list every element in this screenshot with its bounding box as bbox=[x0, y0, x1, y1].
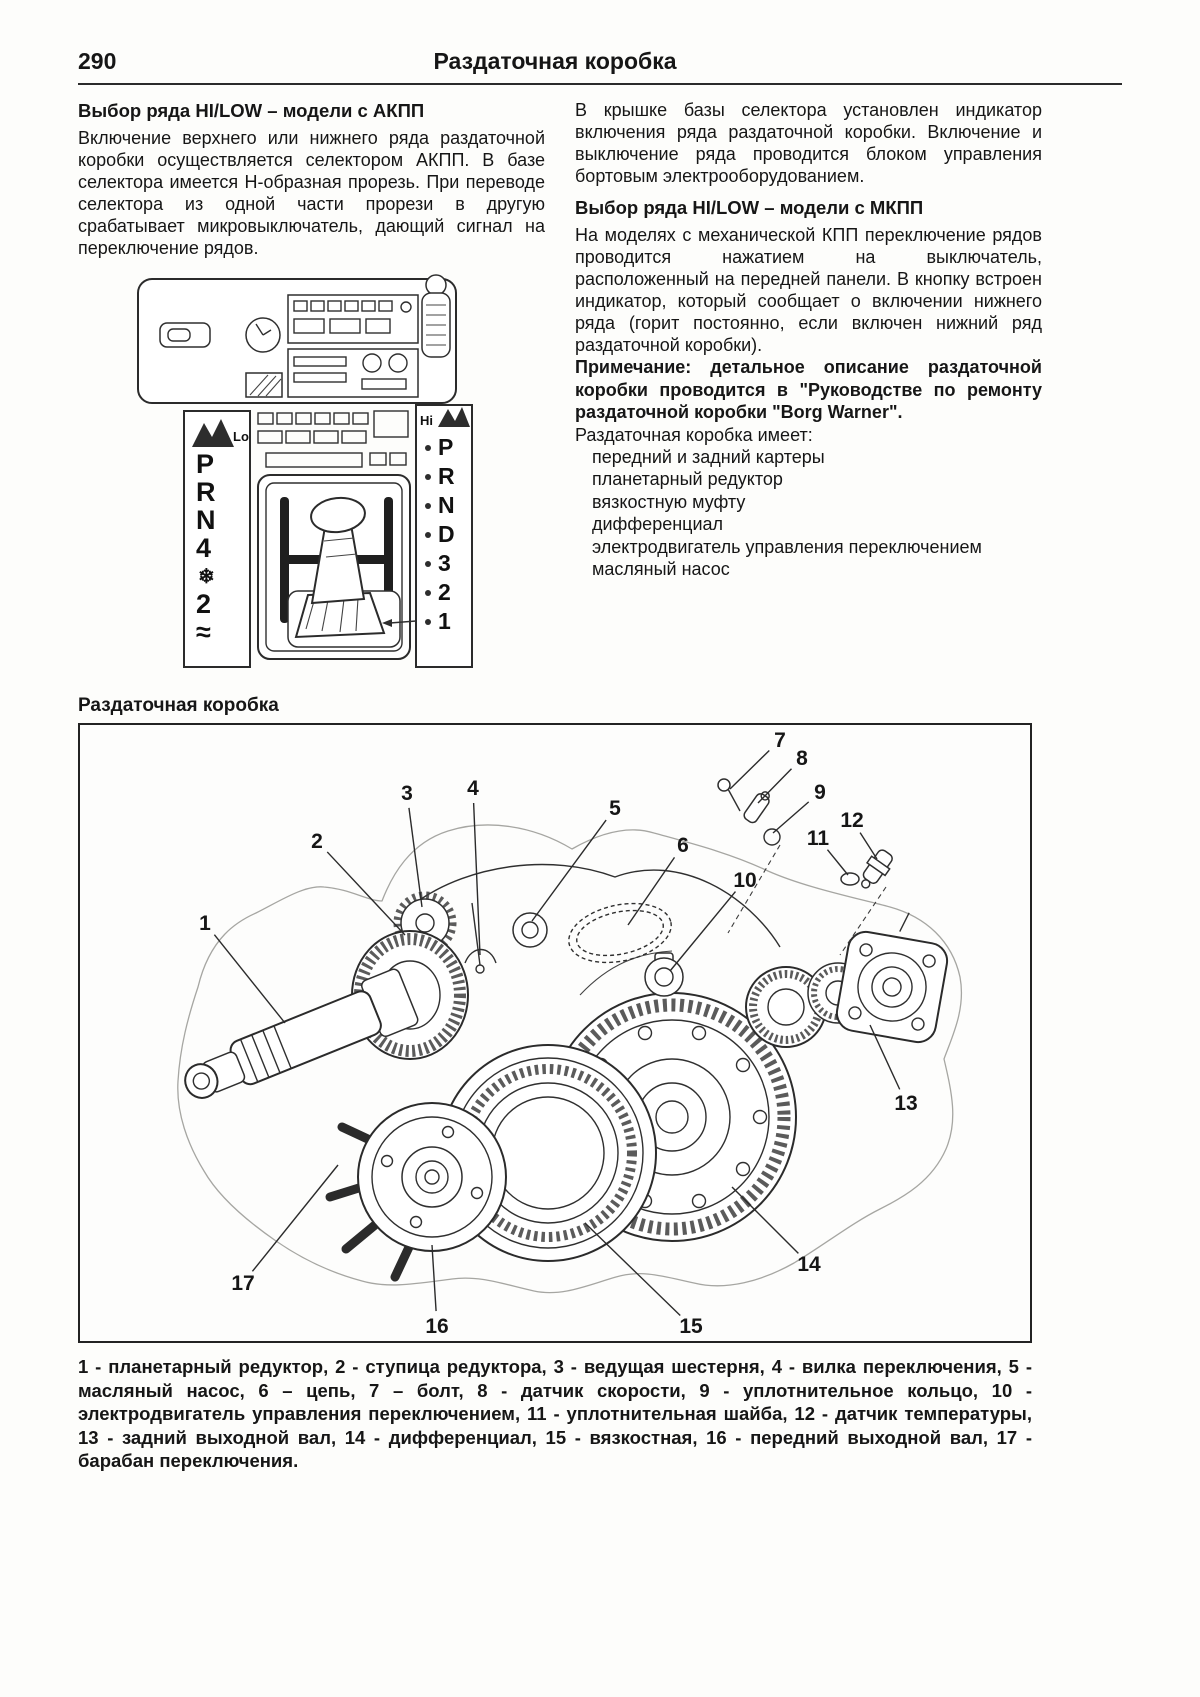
figure-heading: Раздаточная коробка bbox=[78, 695, 279, 716]
oil-pump bbox=[513, 913, 547, 947]
snowflake-icon: ❄ bbox=[198, 566, 215, 588]
list-item: вязкостную муфту bbox=[592, 491, 746, 512]
section-heading-mkpp: Выбор ряда HI/LOW – модели с МКПП bbox=[575, 197, 924, 218]
air-vent-icon bbox=[422, 275, 450, 357]
mkpp-paragraph: На моделях с механической КПП переключение рядов проводится нажатием на выключатель, расположенный на передней панели. В кнопку встроен индикатор, который сообщает о включении нижнего ряда (горит постоянно, если включен нижний ряд раздаточной коробки). bbox=[575, 225, 1042, 355]
dashboard-panel bbox=[138, 275, 456, 403]
hi-label: Hi bbox=[420, 413, 433, 428]
akpp-paragraph: Включение верхнего или нижнего ряда раздаточной коробки осуществляется селектором АКПП. В базе селектора имеется Н-образная прорезь. При переводе селектора из одной части прорези в другую срабатывает микровыключатель, дающий сигнал на переключение рядов. bbox=[78, 128, 545, 258]
gear-letter: R bbox=[196, 477, 216, 507]
page-header bbox=[78, 48, 1122, 85]
callout-number-12: 12 bbox=[840, 809, 864, 832]
callout-number-4: 4 bbox=[467, 777, 479, 800]
callout-number-3: 3 bbox=[401, 782, 413, 805]
callout-number-17: 17 bbox=[231, 1272, 255, 1295]
terrain-mode-icon: ≈ bbox=[196, 617, 211, 647]
components-list-intro: Раздаточная коробка имеет: bbox=[575, 424, 813, 445]
gear-letter: P bbox=[196, 449, 215, 479]
callout-number-16: 16 bbox=[425, 1315, 449, 1338]
callout-number-5: 5 bbox=[609, 797, 621, 820]
climate-panel bbox=[288, 349, 418, 397]
bolt bbox=[718, 779, 740, 811]
callout-number-15: 15 bbox=[679, 1315, 703, 1338]
transfer-case-components-list bbox=[575, 446, 1042, 581]
callout-number-11: 11 bbox=[806, 827, 830, 850]
callout-number-14: 14 bbox=[797, 1253, 821, 1276]
high-range-panel bbox=[416, 405, 472, 667]
page-number: 290 bbox=[78, 48, 117, 74]
list-item: передний и задний картеры bbox=[592, 446, 825, 467]
temperature-sensor bbox=[854, 846, 896, 893]
center-console bbox=[258, 411, 416, 659]
callout-number-6: 6 bbox=[677, 834, 689, 857]
page-title: Раздаточная коробка bbox=[433, 48, 677, 74]
list-item: электродвигатель управления переключением bbox=[592, 536, 982, 557]
o-ring bbox=[764, 829, 780, 845]
callout-number-7: 7 bbox=[774, 729, 786, 752]
gear-letter: 4 bbox=[196, 533, 212, 563]
note-paragraph: Примечание: детальное описание раздаточной коробки проводится в "Руководстве по ремонту раздаточной коробки "Borg Warner". bbox=[575, 357, 1042, 422]
low-range-panel bbox=[184, 411, 250, 667]
section-heading-akpp: Выбор ряда HI/LOW – модели с АКПП bbox=[78, 100, 425, 121]
rear-output-assembly bbox=[746, 903, 954, 1047]
gear-letter: N bbox=[438, 492, 455, 518]
radio-panel bbox=[288, 295, 418, 343]
list-item: планетарный редуктор bbox=[592, 469, 783, 489]
callout-number-9: 9 bbox=[814, 781, 826, 804]
text-columns bbox=[78, 99, 1122, 669]
figure-box bbox=[78, 723, 1032, 1343]
callout-number-2: 2 bbox=[311, 830, 323, 853]
gear-letter: 2 bbox=[196, 589, 212, 619]
sealing-washer bbox=[841, 873, 859, 885]
indicator-paragraph: В крышке базы селектора установлен индикатор включения ряда раздаточной коробки. Включение и выключение ряда проводится блоком управления бортовым электрооборудованием. bbox=[575, 100, 1042, 186]
list-item: дифференциал bbox=[592, 514, 724, 534]
left-column bbox=[78, 99, 545, 669]
list-item: масляный насос bbox=[592, 559, 730, 579]
right-column bbox=[575, 99, 1042, 669]
shift-motor bbox=[645, 953, 683, 996]
hatched-switch-block bbox=[246, 373, 282, 397]
figure-caption: 1 - планетарный редуктор, 2 - ступица редуктора, 3 - ведущая шестерня, 4 - вилка переключения, 5 - масляный насос, 6 – цепь, 7 – болт, 8 - датчик скорости, 9 - уплотнительное кольцо, 10 - электродвигатель управления переключением, 11 - уплотнительная шайба, 12 - датчик температуры, 13 - задний выходной вал, 14 - дифференциал, 15 - вязкостная, 16 - передний выходной вал, 17 - барабан переключения. bbox=[78, 1356, 1032, 1471]
callout-number-8: 8 bbox=[796, 747, 808, 770]
gear-letter: 2 bbox=[438, 579, 451, 605]
gear-letter: P bbox=[438, 434, 454, 460]
gear-letter: R bbox=[438, 463, 455, 489]
gear-letter: 3 bbox=[438, 550, 451, 576]
lo-label: Lo bbox=[233, 429, 249, 444]
transfer-case-figure bbox=[80, 725, 1030, 1341]
shift-fork bbox=[465, 903, 496, 973]
gear-selector-diagram bbox=[100, 273, 480, 669]
gear-letter: N bbox=[196, 505, 216, 535]
callout-number-1: 1 bbox=[199, 912, 211, 935]
gear-letter: 1 bbox=[438, 608, 451, 634]
callout-number-10: 10 bbox=[733, 869, 757, 892]
callout-number-13: 13 bbox=[894, 1092, 918, 1115]
front-flange bbox=[330, 1103, 506, 1277]
gear-letter: D bbox=[438, 521, 455, 547]
speed-sensor bbox=[742, 789, 773, 825]
